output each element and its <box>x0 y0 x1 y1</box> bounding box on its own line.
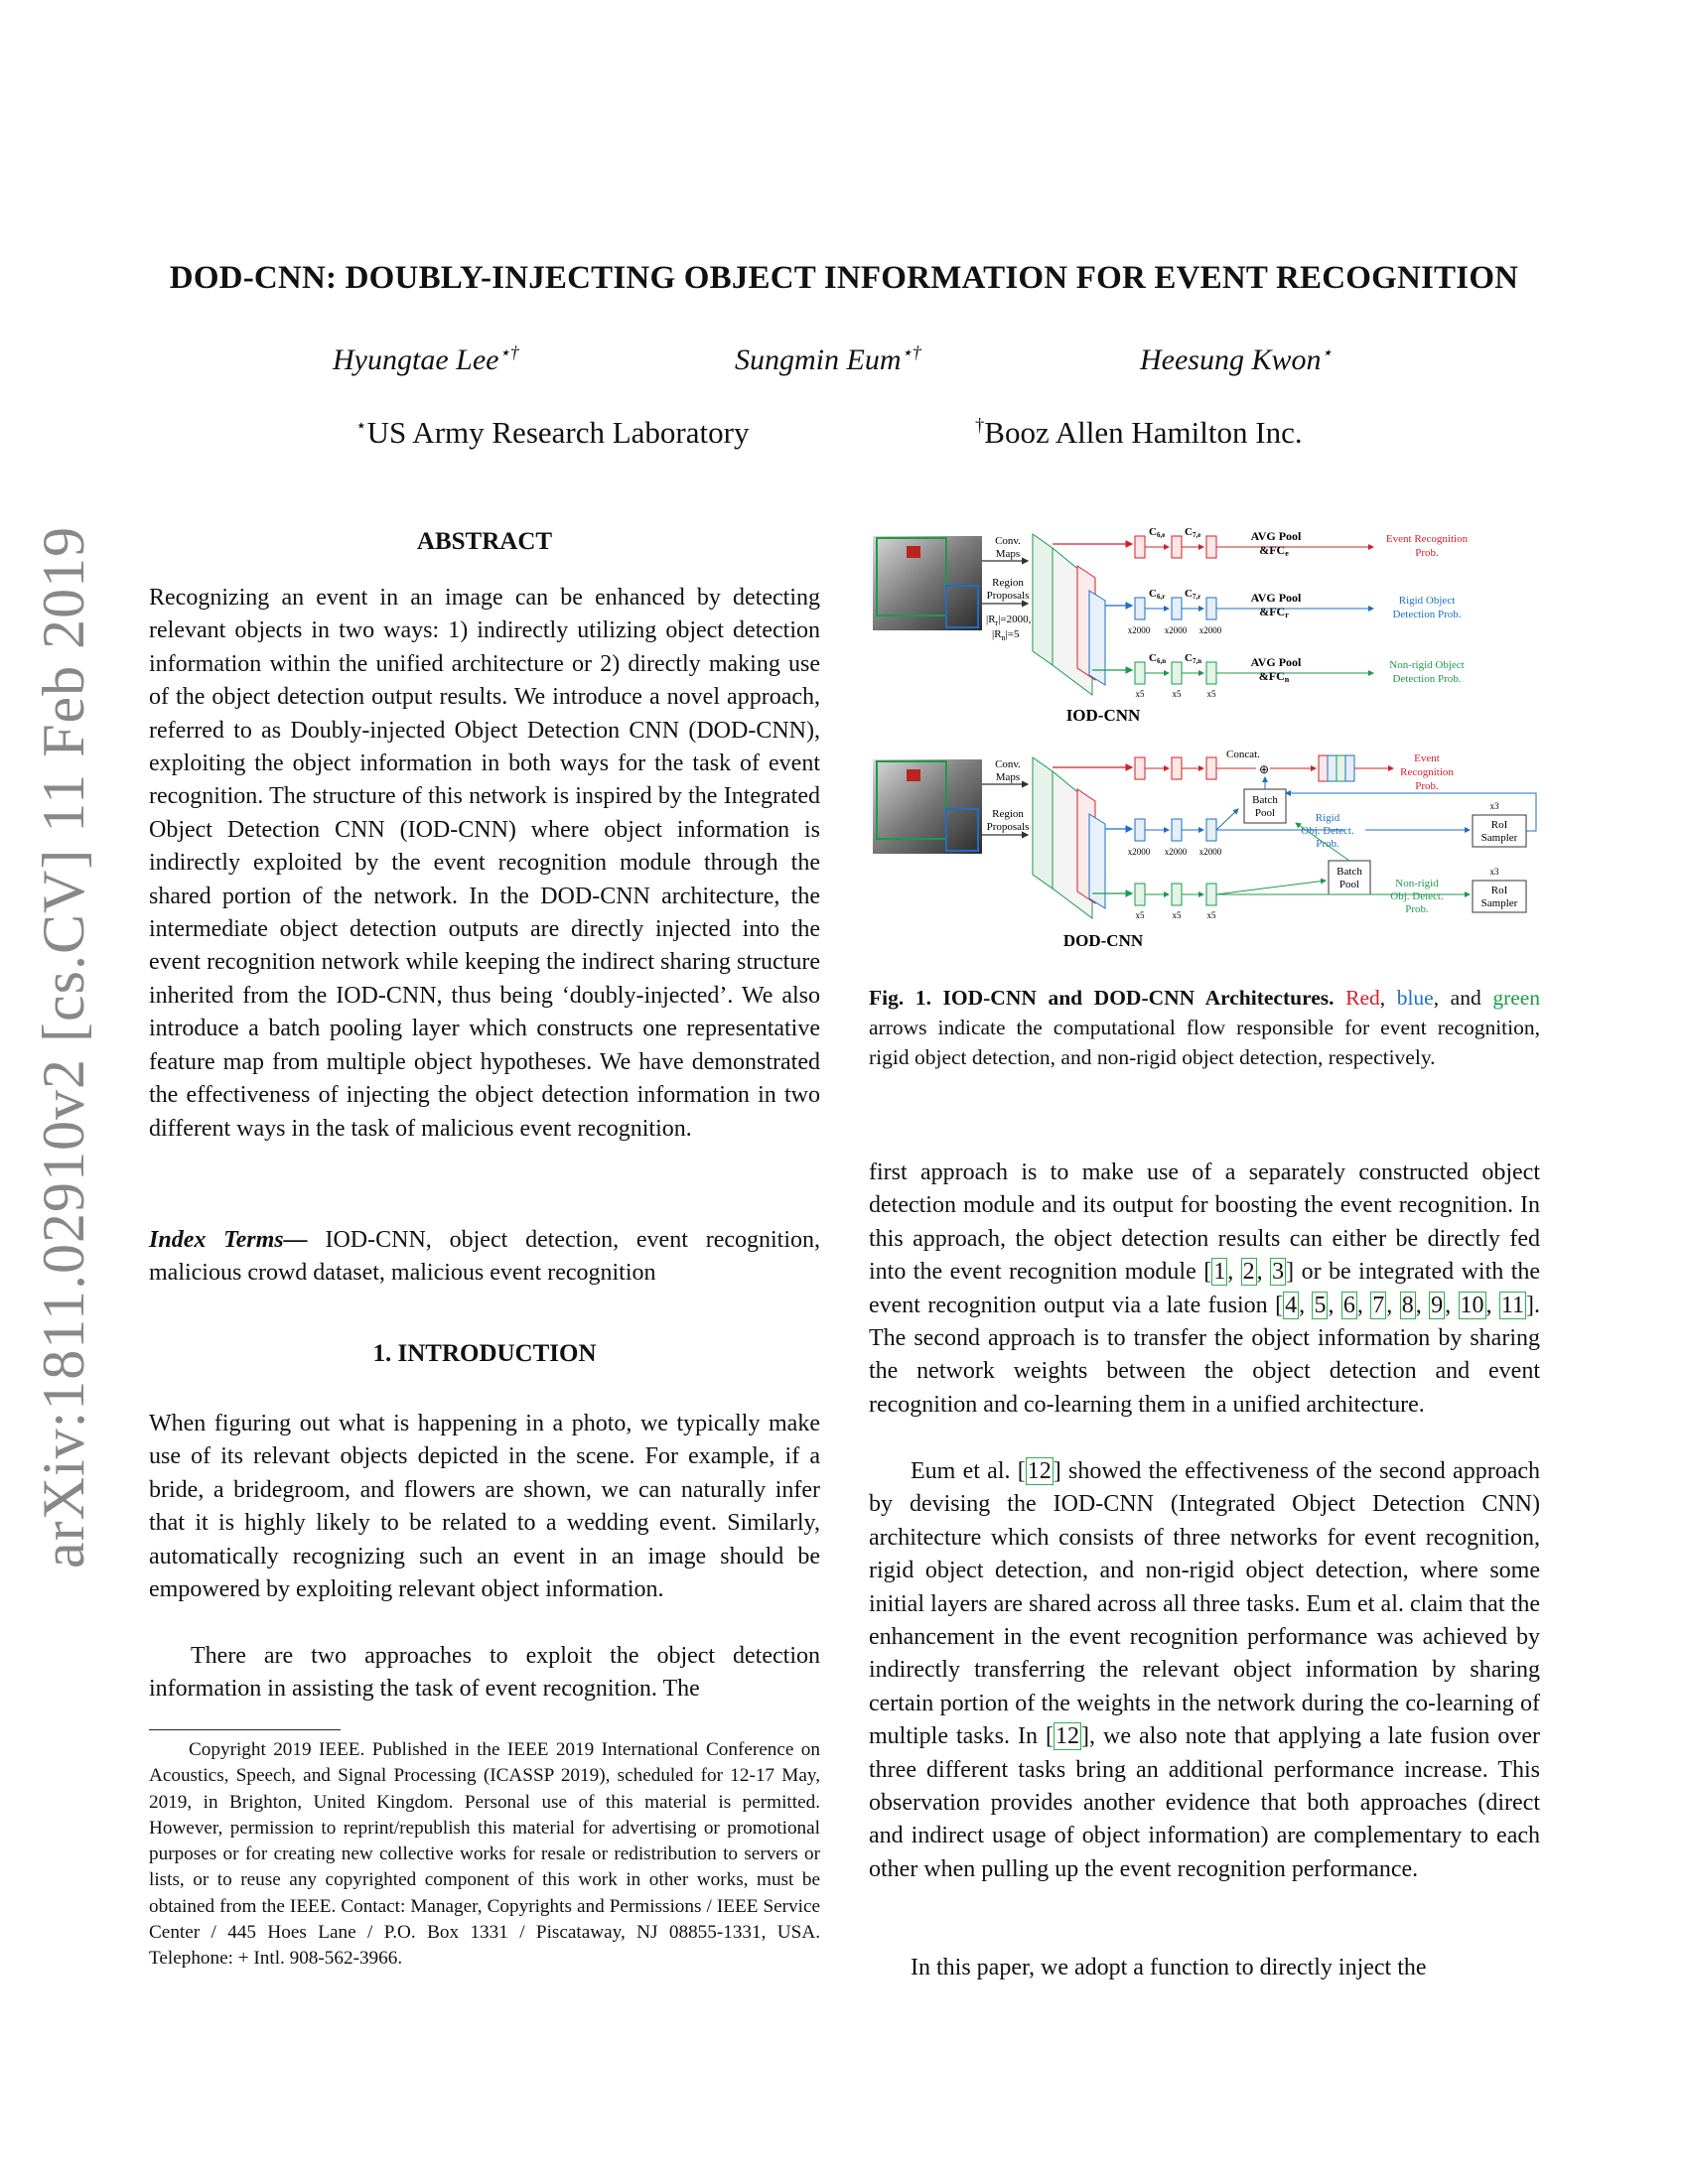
citation-link[interactable]: 3 <box>1272 1259 1285 1286</box>
figure-caption: Fig. 1. IOD-CNN and DOD-CNN Architectures. Red, blue, and green arrows indicate the computational flow responsible for event recognition, rigid object detection, and non-rigid object detection, respectively. <box>869 986 1541 1069</box>
conv-block-1 <box>1033 757 1053 888</box>
caption-red: Red <box>1345 986 1380 1010</box>
author-marks: ⋆ <box>1321 342 1333 362</box>
conv-block-3 <box>1089 814 1105 908</box>
citation-link[interactable]: 12 <box>1027 1458 1052 1484</box>
intro-paragraph-1: When figuring out what is happening in a photo, we typically make use of its relevant objects depicted in the scene. For example, if a bride, a bridegroom, and flowers are shown, we can naturally infer that it is highly likely to be related to a wedding event. Similarly, automatically recognizing such an event in an image should be empowered by exploiting relevant object information. <box>149 1411 820 1603</box>
svg-text:C6,r: C6,r <box>1149 588 1166 601</box>
svg-text:AVG Pool: AVG Pool <box>1250 591 1302 605</box>
region-proposals-label-1: Region <box>992 577 1024 589</box>
conv-maps-label-1: Conv. <box>995 535 1021 547</box>
svg-text:Recognition: Recognition <box>1400 766 1454 778</box>
branch-rigid <box>1128 588 1462 635</box>
affiliation-2 <box>975 415 1303 451</box>
author-name: Heesung Kwon <box>1140 343 1322 376</box>
citation-link[interactable]: 6 <box>1342 1292 1355 1318</box>
iod-cnn-label: IOD-CNN <box>1065 706 1141 725</box>
svg-text:C7,e: C7,e <box>1185 526 1201 539</box>
abstract-text: Recognizing an event in an image can be enhanced by detecting relevant objects in two ways: 1) indirectly utilizing object detection information within the unified architecture or 2) directly making use of the object detection output results. We introduce a novel approach, referred to as Doubly-injected Object Detection CNN (DOD-CNN), exploiting the object information in both ways for the task of event recognition. The structure of this network is inspired by the Integrated Object Detection CNN (IOD-CNN) where object information is indirectly exploited by the event recognition module through the shared portion of the network. In the DOD-CNN architecture, the intermediate object detection outputs are directly injected into the event recognition network while keeping the indirect sharing structure inherited from the IOD-CNN, thus being ‘doubly-injected’. We also introduce a batch pooling layer which constructs one representative feature map from multiple object hypotheses. We have demonstrated the effectiveness of injecting the object detection information in two different ways in the task of malicious event recognition. <box>149 585 820 1142</box>
svg-text:C7,r: C7,r <box>1185 588 1201 601</box>
concat-label: Concat. <box>1226 749 1260 760</box>
intro-right-paragraph-1: first approach is to make use of a separately constructed object detection module and its output for boosting the event recognition. In this approach, the object detection results can either be directly fed into the event recognition module [1, 2, 3] or be integrated with the event recognition output via a late fusion [4, 5, 6, 7, 8, 9, 10, 11]. The second approach is to transfer the object information by sharing the network weights between the object detection and event recognition and co-learning them in a unified architecture. <box>869 1160 1541 1418</box>
dod-cnn-label: DOD-CNN <box>1062 931 1144 950</box>
conv-maps-label-1: Conv. <box>995 758 1021 770</box>
citation-link[interactable]: 4 <box>1285 1292 1298 1318</box>
index-terms <box>149 1224 820 1291</box>
svg-text:C7,n: C7,n <box>1185 652 1202 665</box>
citation-link[interactable]: 12 <box>1055 1723 1080 1750</box>
svg-text:Batch: Batch <box>1336 866 1362 878</box>
caption-bold: IOD-CNN and DOD-CNN Architectures. <box>942 986 1335 1010</box>
svg-text:x2000: x2000 <box>1164 847 1188 857</box>
svg-text:Obj. Detect.: Obj. Detect. <box>1390 890 1444 902</box>
conv-maps-label-2: Maps <box>995 548 1021 560</box>
svg-text:Rigid Object: Rigid Object <box>1398 595 1456 607</box>
svg-text:x3: x3 <box>1489 801 1499 811</box>
svg-text:AVG Pool: AVG Pool <box>1250 655 1302 669</box>
region-proposals-label-2: Proposals <box>986 590 1030 602</box>
affiliation-name: US Army Research Laboratory <box>366 415 750 450</box>
svg-text:x2000: x2000 <box>1198 625 1222 635</box>
intro-right-paragraph-3: In this paper, we adopt a function to directly inject the <box>911 1955 1427 1980</box>
affiliation-name: Booz Allen Hamilton Inc. <box>984 415 1303 450</box>
svg-text:x5: x5 <box>1172 910 1182 920</box>
svg-text:Non-rigid: Non-rigid <box>1395 878 1439 889</box>
architecture-figure <box>869 526 1540 978</box>
author-3 <box>1140 342 1333 377</box>
abstract-heading: ABSTRACT <box>416 528 553 555</box>
svg-text:x5: x5 <box>1172 689 1182 699</box>
citation-link[interactable]: 9 <box>1431 1292 1444 1318</box>
conv-block-1 <box>1033 534 1053 665</box>
svg-text:Event: Event <box>1414 752 1440 764</box>
svg-text:C6,n: C6,n <box>1149 652 1167 665</box>
conv-maps-label-2: Maps <box>995 771 1021 783</box>
footnote-divider <box>149 1729 341 1730</box>
svg-text:x5: x5 <box>1135 910 1145 920</box>
author-2 <box>735 342 921 377</box>
caption-green: green <box>1492 986 1541 1010</box>
citation-link[interactable]: 1 <box>1213 1259 1226 1286</box>
copyright-footnote: Copyright 2019 IEEE. Published in the IEEE 2019 International Conference on Acoustics, Speech, and Signal Processing (ICASSP 2019), scheduled for 12-17 May, 2019, in Brighton, United Kingdom. Personal use of this material is permitted. However, permission to reprint/republish this material for advertising or promotional purposes or for creating new collective works for resale or redistribution to servers or lists, or to reuse any copyrighted component of this work in other works, must be obtained from the IEEE. Contact: Manager, Copyrights and Permissions / IEEE Service Center / 445 Hoes Lane / P.O. Box 1331 / Piscataway, NJ 08855-1331, USA. Telephone: + Intl. 908-562-3966. <box>149 1739 820 1970</box>
svg-text:x2000: x2000 <box>1127 625 1151 635</box>
region-proposals-label-2: Proposals <box>986 821 1030 833</box>
svg-text:Detection Prob.: Detection Prob. <box>1392 609 1462 620</box>
svg-text:AVG Pool: AVG Pool <box>1250 529 1302 543</box>
svg-text:x2000: x2000 <box>1198 847 1222 857</box>
svg-text:Non-rigid Object: Non-rigid Object <box>1389 659 1465 671</box>
citation-link[interactable]: 7 <box>1372 1292 1385 1318</box>
intro-paragraph-2: There are two approaches to exploit the object detection information in assisting the task of event recognition. The <box>149 1643 820 1703</box>
dod-cnn-diagram <box>873 749 1536 950</box>
svg-text:Prob.: Prob. <box>1405 903 1429 915</box>
svg-text:Detection Prob.: Detection Prob. <box>1392 673 1462 685</box>
svg-text:&FCn: &FCn <box>1258 669 1290 684</box>
caption-rest: arrows indicate the computational flow responsible for event recognition, rigid object detection, and non-rigid object detection, respectively. <box>869 1016 1540 1069</box>
svg-text:C6,e: C6,e <box>1149 526 1166 539</box>
svg-text:Sampler: Sampler <box>1480 832 1518 844</box>
iod-cnn-diagram <box>873 526 1469 725</box>
author-name: Hyungtae Lee <box>333 343 499 376</box>
svg-text:Sampler: Sampler <box>1480 897 1518 909</box>
index-terms-text: IOD-CNN, object detection, event recognition, malicious crowd dataset, malicious event recognition <box>149 1227 821 1287</box>
svg-text:x2000: x2000 <box>1127 847 1151 857</box>
index-terms-label: Index Terms— <box>149 1227 308 1253</box>
author-marks: ⋆† <box>901 342 921 362</box>
citation-link[interactable]: 11 <box>1500 1292 1525 1318</box>
region-set-sizes: $|R_r|=2000$, <box>986 614 1032 627</box>
citation-link[interactable]: 5 <box>1314 1292 1327 1318</box>
flag-region <box>907 769 920 781</box>
caption-blue: blue <box>1396 986 1434 1010</box>
author-name: Sungmin Eum <box>735 343 902 376</box>
region-set-sizes-2: $|R_n|=5$ <box>992 628 1020 642</box>
svg-text:Prob.: Prob. <box>1316 838 1339 850</box>
citation-link[interactable]: 8 <box>1401 1292 1414 1318</box>
citation-link[interactable]: 2 <box>1242 1259 1255 1286</box>
author-1 <box>333 342 519 377</box>
svg-text:x2000: x2000 <box>1164 625 1188 635</box>
affiliation-1 <box>355 415 749 451</box>
svg-text:x5: x5 <box>1135 689 1145 699</box>
svg-text:&FCr: &FCr <box>1259 605 1289 619</box>
intro-right-paragraph-2: Eum et al. [12] showed the effectiveness of the second approach by devising the IOD-CNN (Integrated Object Detection CNN) architecture which consists of three networks for event recognition, rigid object detection, and non-rigid object detection, where some initial layers are shared across all three tasks. Eum et al. claim that the enhancement in the event recognition performance was achieved by indirectly transferring the relevant object information by sharing certain portion of the weights in the network during the co-learning of multiple tasks. In [12], we also note that applying a late fusion over three different tasks bring an additional performance increase. This observation provides another evidence that both approaches (direct and indirect usage of object information) are complementary to each other when pulling up the event recognition performance. <box>869 1458 1540 1882</box>
svg-text:Batch: Batch <box>1252 794 1278 806</box>
svg-text:RoI: RoI <box>1490 885 1508 896</box>
branch-event <box>1135 526 1469 559</box>
arxiv-identifier: arXiv:1811.02910v2 [cs.CV] 11 Feb 2019 <box>31 525 96 1569</box>
svg-text:&FCe: &FCe <box>1259 543 1289 558</box>
caption-label: Fig. 1 <box>869 986 926 1010</box>
svg-text:Event Recognition: Event Recognition <box>1385 533 1469 545</box>
svg-text:x5: x5 <box>1206 689 1216 699</box>
svg-text:x3: x3 <box>1489 867 1499 877</box>
concat-symbol: ⊕ <box>1259 762 1270 776</box>
paper-title: DOD-CNN: DOUBLY-INJECTING OBJECT INFORMATION FOR EVENT RECOGNITION <box>169 260 1519 296</box>
svg-text:Rigid: Rigid <box>1315 812 1340 824</box>
conv-block-3 <box>1089 591 1105 685</box>
author-marks: ⋆† <box>498 342 519 362</box>
branch-nonrigid <box>1135 652 1465 699</box>
svg-text:Prob.: Prob. <box>1415 547 1439 559</box>
svg-text:Pool: Pool <box>1338 879 1360 890</box>
affiliation-mark: † <box>975 415 985 437</box>
citation-link[interactable]: 10 <box>1460 1292 1484 1318</box>
svg-text:Obj. Detect.: Obj. Detect. <box>1301 825 1354 837</box>
region-proposals-label-1: Region <box>992 808 1024 820</box>
flag-region <box>907 546 920 558</box>
svg-text:x5: x5 <box>1206 910 1216 920</box>
svg-text:Pool: Pool <box>1254 807 1276 819</box>
svg-text:Prob.: Prob. <box>1415 780 1439 792</box>
intro-heading: 1. INTRODUCTION <box>372 1340 597 1367</box>
affiliation-mark: ⋆ <box>355 415 367 437</box>
svg-text:RoI: RoI <box>1490 819 1508 831</box>
